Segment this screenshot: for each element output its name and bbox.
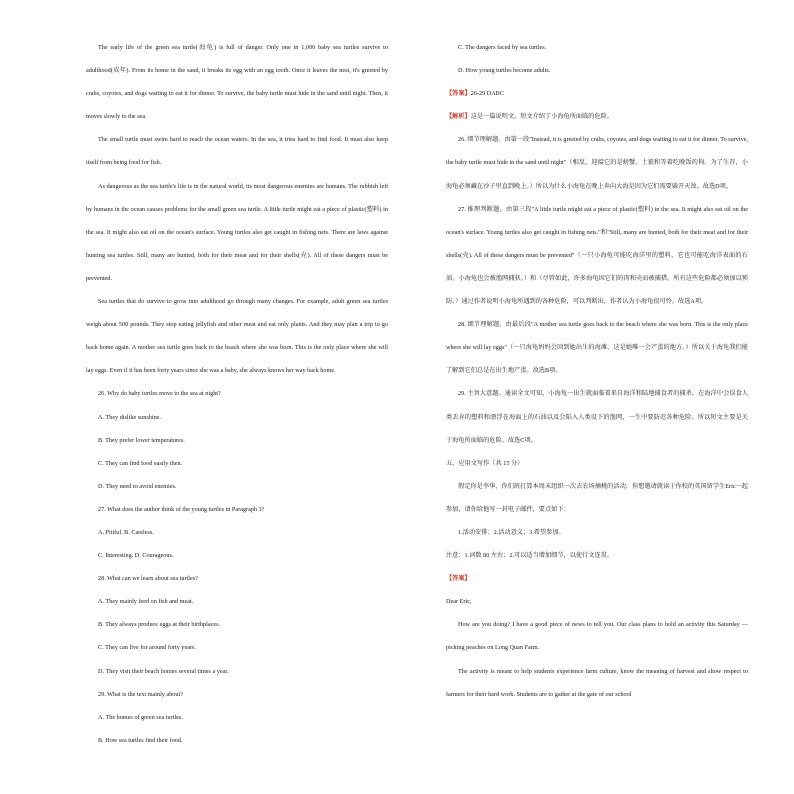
analysis-tag: 【解析】 xyxy=(446,113,471,121)
passage-paragraph-3: As dangerous as the sea turtle's life is in the natural world, its most dangerous enemies are humans. The rubbish left by humans in the ocean causes problems for the small green sea turtle. A little turtle might eat a piece of plastic(塑料) in the sea. It might also eat oil on the ocean's surface. Young turtles also get caught in fishing nets. There are laws against hunting sea turtles. Still, many are hunted, both for their meat and for their shells(壳). All of these dangers must be prevented. xyxy=(86,182,388,282)
analysis-line xyxy=(446,105,748,128)
writing-prompt: 假定你是李华，你们班打算本周末组织一次去农场摘桃的活动，你想邀请就读于你校的英国留学生Eric一起参加，请你给他写一封电子邮件，要点如下： xyxy=(446,482,748,513)
writing-points: 1.活动安排；2.活动意义；3.希望参加。 xyxy=(458,528,565,536)
letter-greeting: Dear Eric, xyxy=(446,598,472,606)
question-27-options-ab: A. Pitiful. B. Careless. xyxy=(98,528,154,536)
answer-tag: 【答案】 xyxy=(446,90,471,98)
question-26-option-b: B. They prefer lower temperatures. xyxy=(98,436,185,444)
passage-paragraph-2: The small turtle must swim hard to reach the ocean waters. In the sea, it tries hard to find food. It must also keep itself from being food for fish. xyxy=(86,136,388,167)
question-28-option-c: C. They can live for around forty years. xyxy=(98,644,196,652)
answer-text: 26-29 DABC xyxy=(470,90,504,98)
answer2-line xyxy=(446,567,748,590)
question-29-option-a: A. The homes of green sea turtles. xyxy=(98,713,183,721)
question-28-stem: 28. What can we learn about sea turtles? xyxy=(98,575,198,583)
letter-paragraph-1: How are you doing? I have a good piece of news to tell you. Our class plans to hold an activity this Saturday — picking peaches on Long Quan Farm. xyxy=(446,621,748,652)
question-28-option-b: B. They always produce eggs at their birthplaces. xyxy=(98,621,221,629)
writing-note: 注意：1.词数 80 左右；2.可以适当增加细节，以使行文连贯。 xyxy=(446,552,614,560)
right-column xyxy=(446,36,748,706)
left-column xyxy=(86,36,388,752)
answer2-tag: 【答案】 xyxy=(446,575,471,583)
explanation-28: 28. 细节理解题。由最后段"A mother sea turtle goes back to the beach where she was born. This is the only place where she will lay eggs"（一只海龟妈妈会回到她出生的海滩，这是她唯一会产蛋的地方。）所以关于海龟我们能了解到它们总是在出生地产蛋。故选B项。 xyxy=(446,321,748,375)
question-29-option-c: C. The dangers faced by sea turtles. xyxy=(458,44,547,51)
question-26-option-c: C. They can find food easily then. xyxy=(98,459,183,467)
letter-paragraph-2: The activity is meant to help students experience farm culture, know the meaning of harvest and show respect to farmers for their hard work. Students are to gather at the gate of our school xyxy=(446,667,748,698)
question-28-option-d: D. They visit their beach homes several times a year. xyxy=(98,667,229,675)
passage-paragraph-1: The early life of the green sea turtle(海龟) is full of danger. Only one in 1,000 baby sea turtles survive to adulthood(成年). From its home in the sand, it breaks its egg with an egg tooth. Once it leaves the nest, it's greeted by crabs, coyotes, and dogs waiting to eat it for dinner. To survive, the baby turtle must hide in the sand until night. Then, it moves slowly to the sea. xyxy=(86,44,388,121)
question-29-option-d: D. How young turtles become adults. xyxy=(458,67,551,75)
explanation-27: 27. 推理判断题。由第三段"A little turtle might eat a piece of plastic(塑料) in the sea. It might also eat oil on the ocean's surface. Young turtles also get caught in fishing nets."和"Still, many are hunted, both for their meat and for their shells(壳). All of these dangers must be prevented"（一只小海龟可能吃海洋里的塑料，它也可能吃海洋表面的石油。小海龟也会被渔网捕获。）和（尽管如此，许多海龟因它们的肉和壳而被捕猎。所有这些危险都必须加以预防。）通过作者说明小海龟所遇到的各种危险，可以判断出，作者认为小海龟很可怜。故选A项。 xyxy=(446,205,748,306)
explanation-29: 29. 主旨大意题。通读全文可知，小海龟一出生就面临着来自海洋和陆地捕食者的捕杀，在海洋中会误食人类丢弃的塑料和漂浮在海面上的石油以及会陷入人类设下的渔网，一生中要防范各种危险。所以短文主要是关于海龟所面临的危险。故选C项。 xyxy=(446,390,748,444)
passage-paragraph-4: Sea turtles that do survive to grow into adulthood go through many changes. For example, adult green sea turtles weigh about 500 pounds. They stop eating jellyfish and other meat and eat only plants. And they may plan a trip to go back home again. A mother sea turtle goes back to the beach where she was born. This is the only place where she will lay eggs. Even if it has been forty years since she was a baby, she always knows her way back home. xyxy=(86,298,388,375)
question-27-stem: 27. What does the author think of the young turtles in Paragraph 3? xyxy=(98,505,265,513)
question-29-option-b: B. How sea turtles find their food. xyxy=(98,736,183,744)
question-26-option-a: A. They dislike sunshine. xyxy=(98,413,161,421)
answer-line xyxy=(446,82,748,105)
question-28-option-a: A. They mainly feed on fish and meat. xyxy=(98,598,194,606)
explanation-26: 26. 细节理解题。由第一段"Instead, it is greeted by crabs, coyotes, and dogs waiting to eat it for dinner. To survive, the baby turtle must hide in the sand until night"（相反，迎接它的是螃蟹、土狼和等着吃晚饭的狗。为了生存，小海龟必须藏在沙子里直到晚上。）所以为什么小海龟在晚上奔向大海是因为它们需要躲开天敌。故选D项。 xyxy=(446,136,748,190)
question-26-stem: 26. Why do baby turtles move to the sea at night? xyxy=(98,390,221,398)
question-26-option-d: D. They need to avoid enemies. xyxy=(98,482,177,490)
section-title: 五、应用文写作（共 15 分） xyxy=(446,459,524,467)
analysis-text: 这是一篇说明文。短文介绍了小海龟所面临的危险。 xyxy=(470,113,614,121)
question-27-options-cd: C. Interesting. D. Courageous. xyxy=(98,552,174,560)
question-29-stem: 29. What is the text mainly about? xyxy=(98,690,183,698)
